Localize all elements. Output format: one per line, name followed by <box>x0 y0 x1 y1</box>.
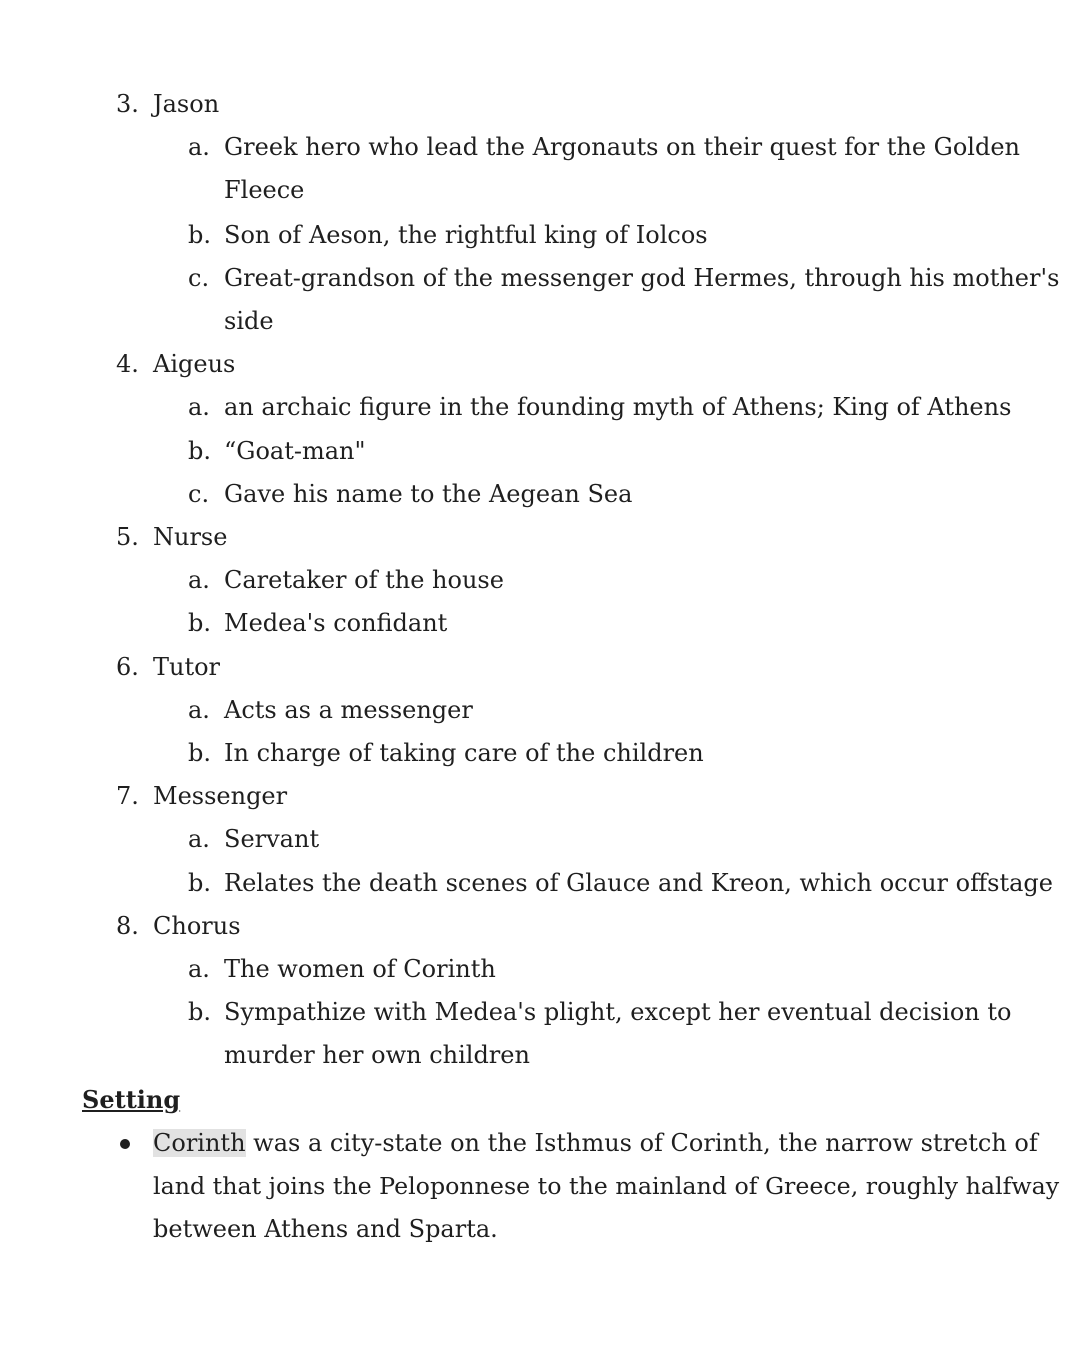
sub-item-text: The women of Corinth <box>224 955 496 983</box>
sub-item-text: an archaic figure in the founding myth of Athens; King of Athens <box>224 393 1012 421</box>
sub-item <box>188 436 366 466</box>
setting-paragraph-line <box>153 1128 1038 1158</box>
list-item-messenger <box>116 781 287 811</box>
sub-item <box>188 479 632 509</box>
sub-item <box>188 565 504 595</box>
section-heading-setting: Setting <box>82 1085 181 1114</box>
sub-item <box>188 132 1020 162</box>
sub-item-letter: b. <box>188 437 211 465</box>
list-number: 3. <box>116 90 139 118</box>
sub-item-text: Medea's confidant <box>224 609 448 637</box>
sub-item <box>188 695 473 725</box>
sub-item-letter: b. <box>188 609 211 637</box>
sub-item-letter: c. <box>188 264 210 292</box>
list-item-aigeus <box>116 349 235 379</box>
sub-item-letter: b. <box>188 739 211 767</box>
list-number: 5. <box>116 523 139 551</box>
sub-item <box>188 608 447 638</box>
character-name: Chorus <box>153 912 241 940</box>
list-number: 8. <box>116 912 139 940</box>
bullet-icon <box>120 1139 130 1149</box>
list-item-nurse <box>116 522 227 552</box>
list-number: 4. <box>116 350 139 378</box>
sub-item-text: Son of Aeson, the rightful king of Iolcos <box>224 221 708 249</box>
sub-item-text: In charge of taking care of the children <box>224 739 704 767</box>
highlighted-word: Corinth <box>153 1129 246 1157</box>
sub-item-letter: a. <box>188 955 210 983</box>
character-name: Aigeus <box>153 350 236 378</box>
sub-item-text: Great-grandson of the messenger god Hermes, through his mother's <box>224 264 1060 292</box>
sub-item-letter: c. <box>188 480 210 508</box>
sub-item-text: Relates the death scenes of Glauce and Kreon, which occur offstage <box>224 869 1053 897</box>
sub-item-letter: b. <box>188 998 211 1026</box>
list-item-chorus <box>116 911 241 941</box>
list-number: 6. <box>116 653 139 681</box>
sub-item-letter: a. <box>188 696 210 724</box>
sub-item-letter: b. <box>188 221 211 249</box>
sub-item <box>188 824 319 854</box>
sub-item-text: Sympathize with Medea's plight, except her eventual decision to <box>224 998 1012 1026</box>
sub-item-continuation: murder her own children <box>224 1041 530 1069</box>
sub-item <box>188 220 708 250</box>
sub-item-letter: a. <box>188 566 210 594</box>
sub-item-letter: a. <box>188 393 210 421</box>
sub-item-continuation: side <box>224 307 274 335</box>
setting-paragraph-line: between Athens and Sparta. <box>153 1215 498 1243</box>
list-item-jason <box>116 89 219 119</box>
sub-item <box>188 954 496 984</box>
sub-item <box>188 738 704 768</box>
setting-paragraph-line: land that joins the Peloponnese to the mainland of Greece, roughly halfway <box>153 1172 1060 1200</box>
sub-item <box>188 997 1012 1027</box>
sub-item-text: Servant <box>224 825 320 853</box>
sub-item-letter: b. <box>188 869 211 897</box>
character-name: Jason <box>153 90 220 118</box>
sub-item-continuation: Fleece <box>224 176 305 204</box>
sub-item-text: Acts as a messenger <box>224 696 473 724</box>
sub-item-letter: a. <box>188 825 210 853</box>
sub-item-text: “Goat-man" <box>224 437 366 465</box>
list-item-tutor <box>116 652 220 682</box>
sub-item <box>188 392 1011 422</box>
sub-item-text: Gave his name to the Aegean Sea <box>224 480 633 508</box>
sub-item-letter: a. <box>188 133 210 161</box>
list-number: 7. <box>116 782 139 810</box>
character-name: Nurse <box>153 523 228 551</box>
sub-item <box>188 263 1059 293</box>
setting-text: was a city-state on the Isthmus of Corinth, the narrow stretch of <box>245 1129 1038 1157</box>
sub-item-text: Greek hero who lead the Argonauts on their quest for the Golden <box>224 133 1020 161</box>
sub-item <box>188 868 1053 898</box>
sub-item-text: Caretaker of the house <box>224 566 504 594</box>
character-name: Tutor <box>153 653 221 681</box>
character-name: Messenger <box>153 782 288 810</box>
